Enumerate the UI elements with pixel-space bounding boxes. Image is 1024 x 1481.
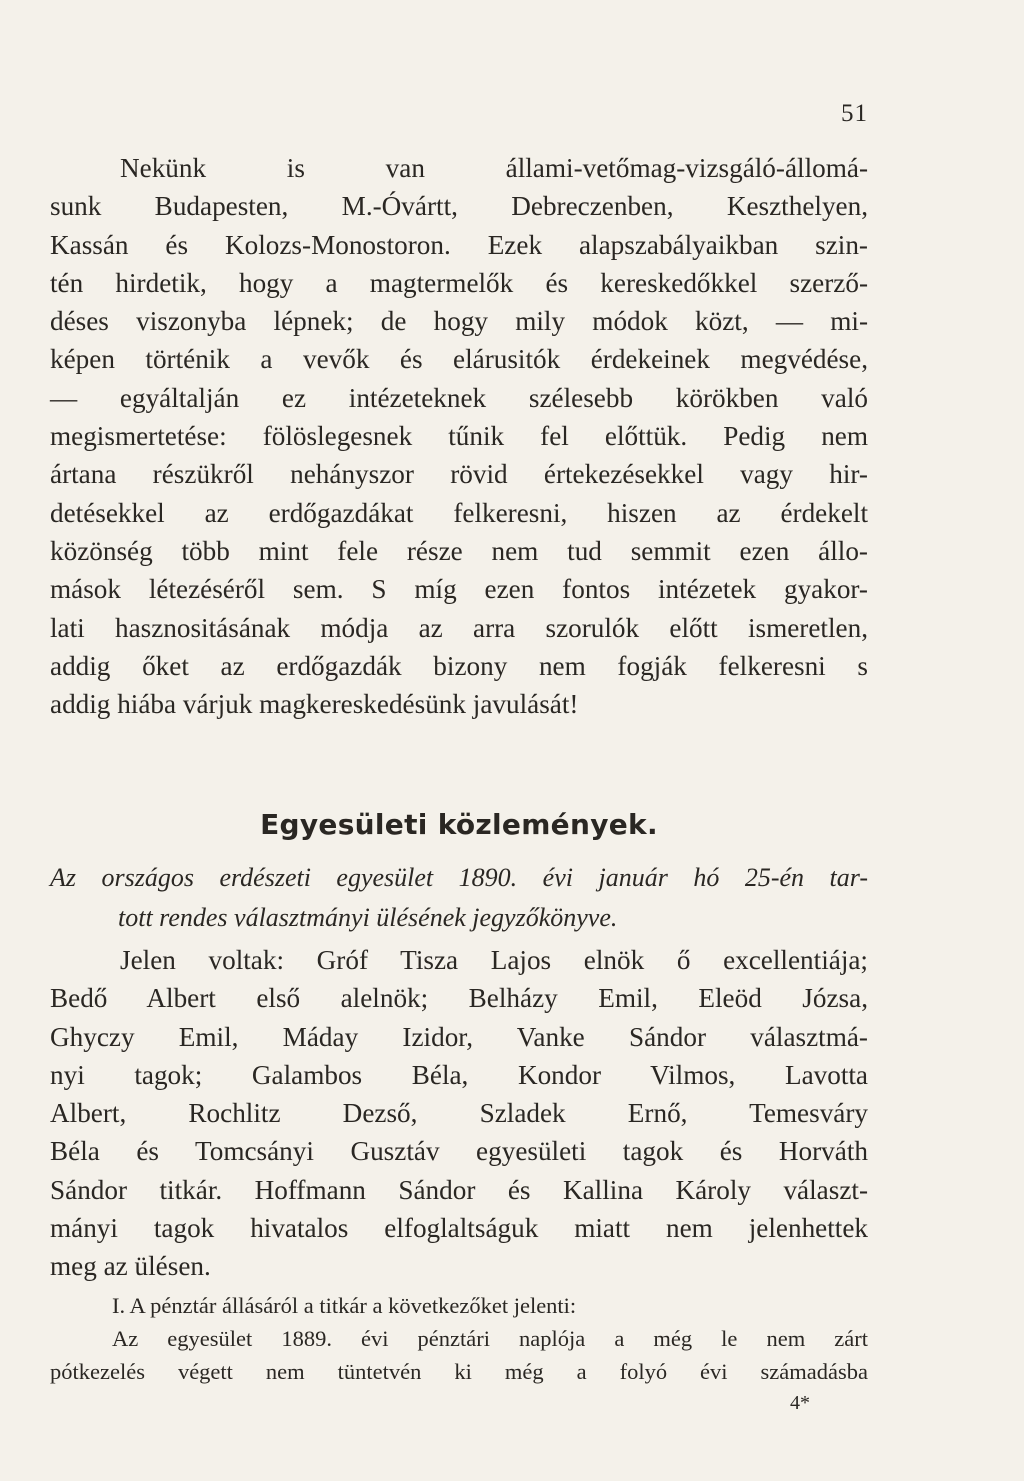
paragraph-line: Nekünk is van állami-vetőmag-vizsgáló-állomá- bbox=[120, 153, 868, 183]
minutes-title-line: Az országos erdészeti egyesület 1890. évi január hó 25-én tar- bbox=[50, 863, 868, 892]
intro-paragraph bbox=[50, 149, 868, 723]
paragraph-line: addig őket az erdőgazdák bizony nem fogják felkeresni s bbox=[50, 650, 868, 681]
paragraph-line: ártana részükről nehányszor rövid értekezésekkel vagy hir- bbox=[50, 459, 868, 490]
report-line: I. A pénztár állásáról a titkár a következőket jelenti: bbox=[112, 1293, 577, 1318]
section-heading: Egyesületi közlemények. bbox=[260, 808, 658, 841]
paragraph-line: nyi tagok; Galambos Béla, Kondor Vilmos, Lavotta bbox=[50, 1059, 868, 1090]
minutes-title-line: tott rendes választmányi ülésének jegyzőkönyve. bbox=[118, 903, 618, 932]
signature-mark: 4* bbox=[790, 1392, 810, 1414]
paragraph-line: közönség több mint fele része nem tud semmit ezen állo- bbox=[50, 535, 868, 566]
paragraph-line: detésekkel az erdőgazdákat felkeresni, hiszen az érdekelt bbox=[50, 497, 868, 528]
paragraph-line: addig hiába várjuk magkereskedésünk javulását! bbox=[50, 689, 579, 720]
attendance-paragraph bbox=[50, 941, 868, 1286]
paragraph-line: Albert, Rochlitz Dezső, Szladek Ernő, Temesváry bbox=[50, 1098, 868, 1129]
report-line: Az egyesület 1889. évi pénztári naplója a még le nem zárt bbox=[112, 1326, 868, 1351]
paragraph-line: — egyáltalján ez intézeteknek szélesebb körökben való bbox=[50, 382, 868, 413]
paragraph-line: lati hasznositásának módja az arra szorulók előtt ismeretlen, bbox=[50, 612, 868, 643]
paragraph-line: Kassán és Kolozs-Monostoron. Ezek alapszabályaikban szin- bbox=[50, 229, 868, 260]
paragraph-line: tén hirdetik, hogy a magtermelők és kereskedőkkel szerző- bbox=[50, 267, 868, 298]
page-number: 51 bbox=[841, 100, 868, 127]
paragraph-line: képen történik a vevők és elárusitók érdekeinek megvédése, bbox=[50, 344, 868, 375]
paragraph-line: meg az ülésen. bbox=[50, 1251, 211, 1282]
paragraph-line: Jelen voltak: Gróf Tisza Lajos elnök ő excellentiája; bbox=[120, 945, 868, 975]
report-line: pótkezelés végett nem tüntetvén ki még a folyó évi számadásba bbox=[50, 1359, 868, 1384]
paragraph-line: mányi tagok hivatalos elfoglaltságuk miatt nem jelenhettek bbox=[50, 1213, 868, 1244]
paragraph-line: Sándor titkár. Hoffmann Sándor és Kallina Károly választ- bbox=[50, 1174, 868, 1205]
paragraph-line: Ghyczy Emil, Máday Izidor, Vanke Sándor választmá- bbox=[50, 1021, 868, 1052]
paragraph-line: déses viszonyba lépnek; de hogy mily módok közt, — mi- bbox=[50, 306, 868, 337]
paragraph-line: Bedő Albert első alelnök; Belházy Emil, Eleöd Józsa, bbox=[50, 983, 868, 1014]
treasury-report bbox=[50, 1289, 868, 1388]
minutes-title bbox=[50, 858, 868, 938]
paragraph-line: Béla és Tomcsányi Gusztáv egyesületi tagok és Horváth bbox=[50, 1136, 868, 1167]
paragraph-line: megismertetése: fölöslegesnek tűnik fel előttük. Pedig nem bbox=[50, 421, 868, 452]
paragraph-line: sunk Budapesten, M.-Óvártt, Debreczenben, Keszthelyen, bbox=[50, 191, 868, 222]
paragraph-line: mások létezéséről sem. S míg ezen fontos intézetek gyakor- bbox=[50, 574, 868, 605]
